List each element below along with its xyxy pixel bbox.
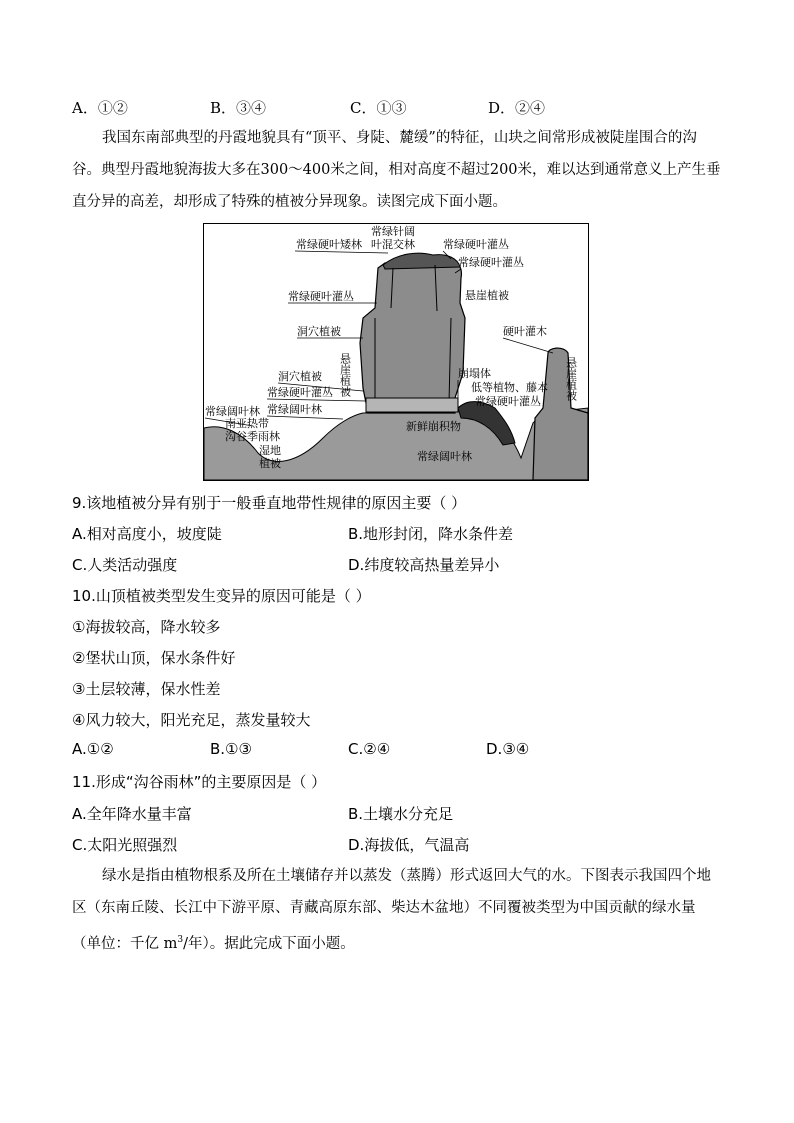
q10-option-d: D.③④ xyxy=(486,740,530,758)
label-tropical1: 南亚热带 xyxy=(225,417,269,430)
label-top2: 叶混交林 xyxy=(371,238,415,251)
label-wetland1: 湿地 xyxy=(259,444,281,457)
label-shrub-mid: 常绿硬叶灌丛 xyxy=(267,386,333,399)
label-broadleaf-left: 常绿阔叶林 xyxy=(205,405,260,418)
label-tropical2: 沟谷季雨林 xyxy=(225,430,280,443)
q9-option-d: D.纬度较高热量差异小 xyxy=(348,556,500,574)
label-wetland2: 植被 xyxy=(259,457,281,470)
q10-stem: 10.山顶植被类型发生变异的原因可能是（ ） xyxy=(72,587,371,605)
q10-option-c: C.②④ xyxy=(348,740,391,758)
q10-option-b: B.①③ xyxy=(210,740,252,758)
q11-option-a: A.全年降水量丰富 xyxy=(72,805,192,823)
label-cliff-veg-right: 悬崖植被 xyxy=(465,289,509,302)
cave-band xyxy=(366,398,458,412)
label-top-right: 常绿硬叶灌丛 xyxy=(443,238,509,251)
label-hard-shrub: 硬叶灌木 xyxy=(503,325,547,338)
label-top-left: 常绿硬叶矮林 xyxy=(296,238,362,251)
q9-stem: 9.该地植被分异有别于一般垂直地带性规律的原因主要（ ） xyxy=(72,494,467,512)
passage-green-water-sup: 3 xyxy=(177,935,184,945)
passage-danxia: 我国东南部典型的丹霞地貌具有“顶平、身陡、麓缓”的特征，山块之间常形成被陡崖围合的沟谷。典型丹霞地貌海拔大多在300～400米之间，相对高度不超过200米，难以达到通常意义上产生垂直分异的高差，却形成了特殊的植被分异现象。读图完成下面小题。 xyxy=(72,130,721,210)
q8-option-a: A．①② xyxy=(72,99,128,117)
q11-option-d: D.海拔低，气温高 xyxy=(348,836,470,854)
passage-green-water-b: /年）。据此完成下面小题。 xyxy=(183,935,355,952)
q9-option-c: C.人类活动强度 xyxy=(72,556,178,574)
label-top-right2: 常绿硬叶灌丛 xyxy=(458,256,524,269)
passage-green-water xyxy=(72,860,722,960)
q8-option-c: C．①③ xyxy=(350,99,407,117)
q8-option-d: D．②④ xyxy=(488,99,546,117)
q9-option-a: A.相对高度小，坡度陡 xyxy=(72,525,222,543)
label-broadleaf-bottom: 常绿阔叶林 xyxy=(417,450,472,463)
label-shrub-left: 常绿硬叶灌丛 xyxy=(288,290,354,303)
q10-item-2: ②堡状山顶，保水条件好 xyxy=(72,649,236,667)
label-cliff-vert2: 悬崖植被 xyxy=(564,357,578,401)
q11-option-b: B.土壤水分充足 xyxy=(348,805,454,823)
label-top1: 常绿针阔 xyxy=(371,225,415,238)
passage-green-water-a: 绿水是指由植物根系及所在土壤储存并以蒸发（蒸腾）形式返回大气的水。下图表示我国四个地区（东南丘陵、长江中下游平原、青藏高原东部、柴达木盆地）不同覆被类型为中国贡献的绿水量（单位：千亿 m xyxy=(72,868,711,952)
q8-option-b: B．③④ xyxy=(210,99,267,117)
label-low-plants: 低等植物、藤本 xyxy=(471,381,548,394)
q9-option-b: B.地形封闭，降水条件差 xyxy=(348,525,514,543)
q10-item-4: ④风力较大，阳光充足，蒸发量较大 xyxy=(72,711,311,729)
label-cave1: 洞穴植被 xyxy=(297,325,341,338)
q10-option-a: A.①② xyxy=(72,740,114,758)
label-shrub-right: 常绿硬叶灌丛 xyxy=(475,395,541,408)
label-cliff-vert: 悬崖植被 xyxy=(338,353,352,397)
label-cave2: 洞穴植被 xyxy=(278,370,322,383)
label-broadleaf-mid: 常绿阔叶林 xyxy=(267,403,322,416)
label-fresh: 新鲜崩积物 xyxy=(406,420,461,433)
q11-stem: 11.形成“沟谷雨林”的主要原因是（ ） xyxy=(72,773,327,791)
q10-item-3: ③土层较薄，保水性差 xyxy=(72,680,221,698)
label-collapse: 崩塌体 xyxy=(458,367,491,380)
q10-item-1: ①海拔较高，降水较多 xyxy=(72,618,221,636)
q11-option-c: C.太阳光照强烈 xyxy=(72,836,178,854)
danxia-vegetation-diagram xyxy=(203,223,589,481)
